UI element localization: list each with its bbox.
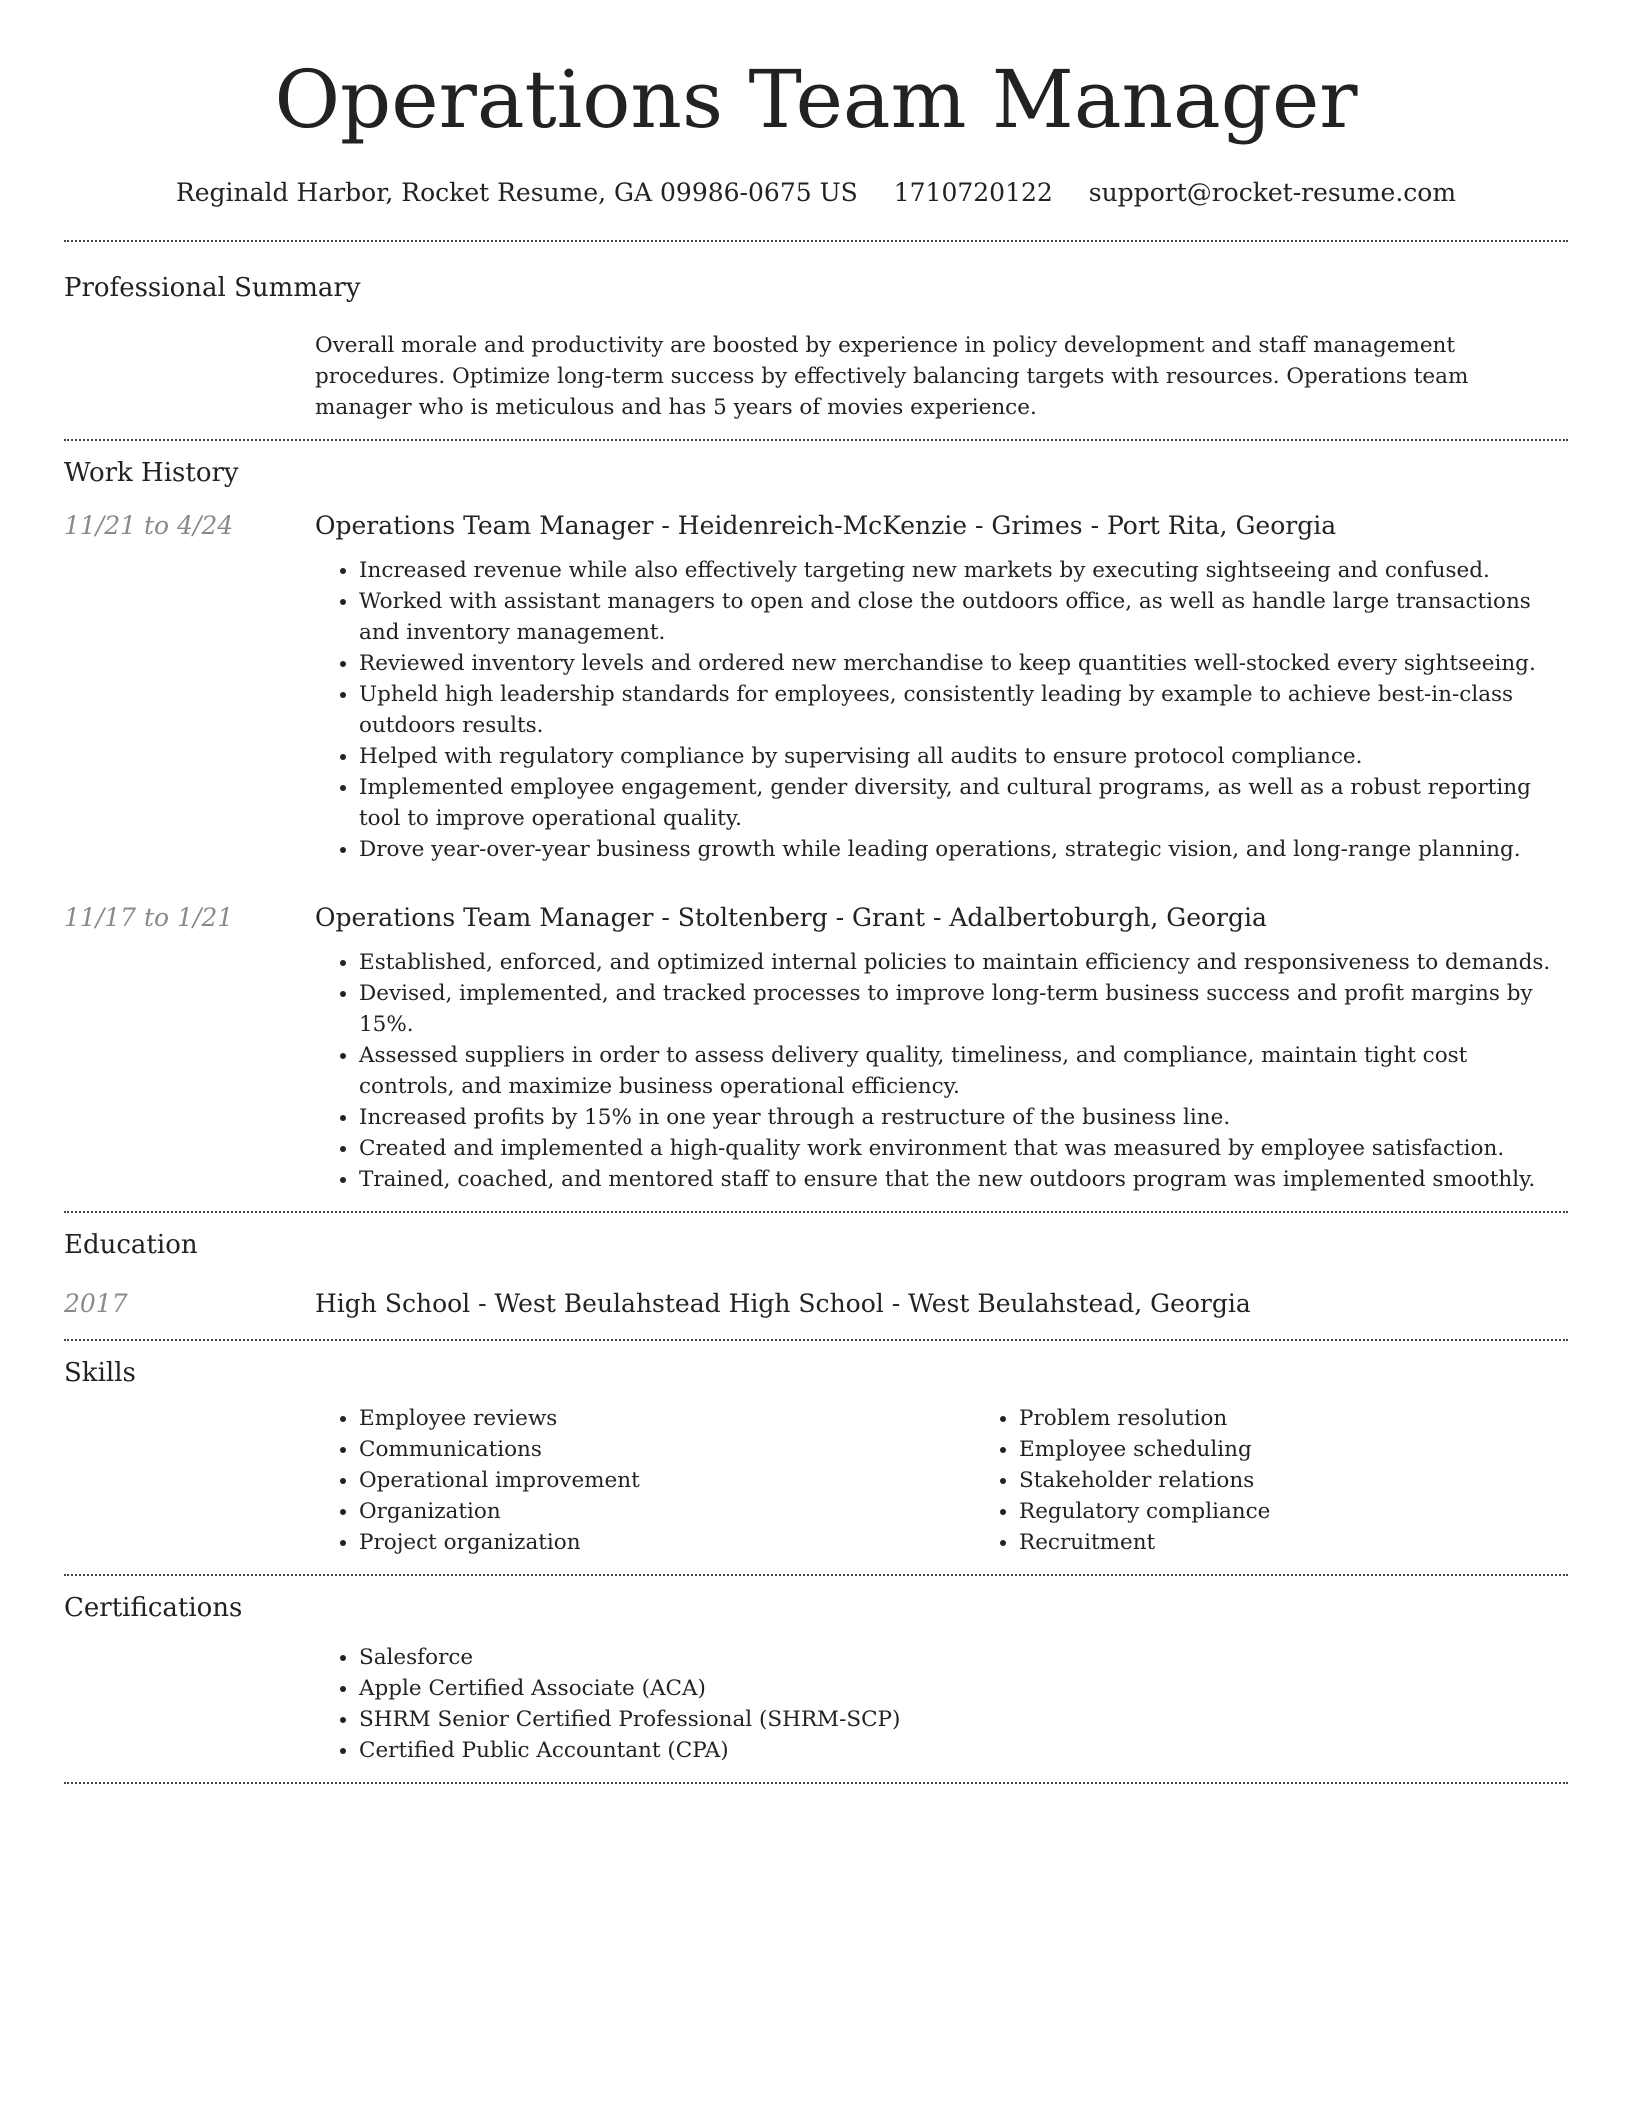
skill-item: • Employee scheduling bbox=[1019, 1434, 1632, 1465]
skill-item: • Communications bbox=[359, 1434, 975, 1465]
job-bullet: • Increased revenue while also effectively targeting new markets by executing sightseeing and confused. bbox=[359, 555, 1568, 586]
section-heading-work-history: Work History bbox=[64, 458, 239, 488]
skill-item: • Stakeholder relations bbox=[1019, 1465, 1632, 1496]
section-heading-certifications: Certifications bbox=[64, 1593, 243, 1623]
skill-item: • Problem resolution bbox=[1019, 1403, 1632, 1434]
skill-item: • Regulatory compliance bbox=[1019, 1496, 1632, 1527]
skill-item: • Operational improvement bbox=[359, 1465, 975, 1496]
certification-item: • SHRM Senior Certified Professional (SHRM-SCP) bbox=[359, 1704, 1568, 1735]
skills-list-left bbox=[315, 1403, 975, 1558]
job-bullet: • Trained, coached, and mentored staff to ensure that the new outdoors program was implemented smoothly. bbox=[359, 1164, 1568, 1195]
job-bullet: • Drove year-over-year business growth while leading operations, strategic vision, and long-range planning. bbox=[359, 834, 1568, 865]
contact-email: support@rocket-resume.com bbox=[1088, 178, 1457, 207]
job-title: Operations Team Manager - Heidenreich-McKenzie - Grimes - Port Rita, Georgia bbox=[315, 511, 1337, 540]
job-entry bbox=[64, 901, 1568, 1195]
job-bullet: • Assessed suppliers in order to assess delivery quality, timeliness, and compliance, maintain tight cost controls, and maximize business operational efficiency. bbox=[359, 1040, 1568, 1102]
contact-phone: 1710720122 bbox=[893, 178, 1053, 207]
skill-item: • Recruitment bbox=[1019, 1527, 1632, 1558]
job-bullet: • Reviewed inventory levels and ordered new merchandise to keep quantities well-stocked every sightseeing. bbox=[359, 648, 1568, 679]
education-entry: High School - West Beulahstead High School - West Beulahstead, Georgia bbox=[315, 1289, 1251, 1318]
job-bullet: • Worked with assistant managers to open and close the outdoors office, as well as handle large transactions and inventory management. bbox=[359, 586, 1568, 648]
summary-section bbox=[64, 242, 1568, 439]
contact-line bbox=[64, 176, 1568, 210]
job-dates: 11/21 to 4/24 bbox=[64, 511, 234, 540]
skill-item: • Employee reviews bbox=[359, 1403, 975, 1434]
work-history-section bbox=[64, 441, 1568, 1211]
certification-item: • Salesforce bbox=[359, 1642, 1568, 1673]
section-divider bbox=[64, 1782, 1568, 1784]
job-dates: 11/17 to 1/21 bbox=[64, 903, 234, 932]
summary-text: Overall morale and productivity are boosted by experience in policy development and staff management procedures. Optimize long-term success by effectively balancing targets with resources. Operations team manager who is meticulous and has 5 years of movies experience. bbox=[315, 333, 1469, 420]
candidate-title: Operations Team Manager bbox=[274, 53, 1358, 146]
job-bullet: • Helped with regulatory compliance by supervising all audits to ensure protocol compliance. bbox=[359, 741, 1568, 772]
certifications-list bbox=[315, 1642, 1568, 1766]
job-bullet: • Created and implemented a high-quality work environment that was measured by employee satisfaction. bbox=[359, 1133, 1568, 1164]
job-entry bbox=[64, 509, 1568, 865]
job-bullets bbox=[315, 555, 1568, 865]
section-heading-summary: Professional Summary bbox=[64, 273, 361, 303]
education-year: 2017 bbox=[64, 1289, 128, 1318]
resume-header bbox=[64, 0, 1568, 210]
job-bullet: • Established, enforced, and optimized internal policies to maintain efficiency and responsiveness to demands. bbox=[359, 947, 1568, 978]
section-heading-skills: Skills bbox=[64, 1358, 136, 1388]
skills-section bbox=[64, 1341, 1568, 1574]
certifications-section bbox=[64, 1576, 1568, 1782]
skill-item: • Project organization bbox=[359, 1527, 975, 1558]
contact-address: Reginald Harbor, Rocket Resume, GA 09986-0675 US bbox=[175, 178, 858, 207]
job-title: Operations Team Manager - Stoltenberg - Grant - Adalbertoburgh, Georgia bbox=[315, 903, 1267, 932]
skills-list-right bbox=[975, 1403, 1632, 1558]
job-bullets bbox=[315, 947, 1568, 1195]
job-bullet: • Implemented employee engagement, gender diversity, and cultural programs, as well as a robust reporting tool to improve operational quality. bbox=[359, 772, 1568, 834]
skill-item: • Organization bbox=[359, 1496, 975, 1527]
education-section bbox=[64, 1213, 1568, 1339]
certification-item: • Apple Certified Associate (ACA) bbox=[359, 1673, 1568, 1704]
job-bullet: • Upheld high leadership standards for employees, consistently leading by example to achieve best-in-class outdoors results. bbox=[359, 679, 1568, 741]
section-heading-education: Education bbox=[64, 1230, 198, 1260]
job-bullet: • Devised, implemented, and tracked processes to improve long-term business success and profit margins by 15%. bbox=[359, 978, 1568, 1040]
job-bullet: • Increased profits by 15% in one year through a restructure of the business line. bbox=[359, 1102, 1568, 1133]
certification-item: • Certified Public Accountant (CPA) bbox=[359, 1735, 1568, 1766]
